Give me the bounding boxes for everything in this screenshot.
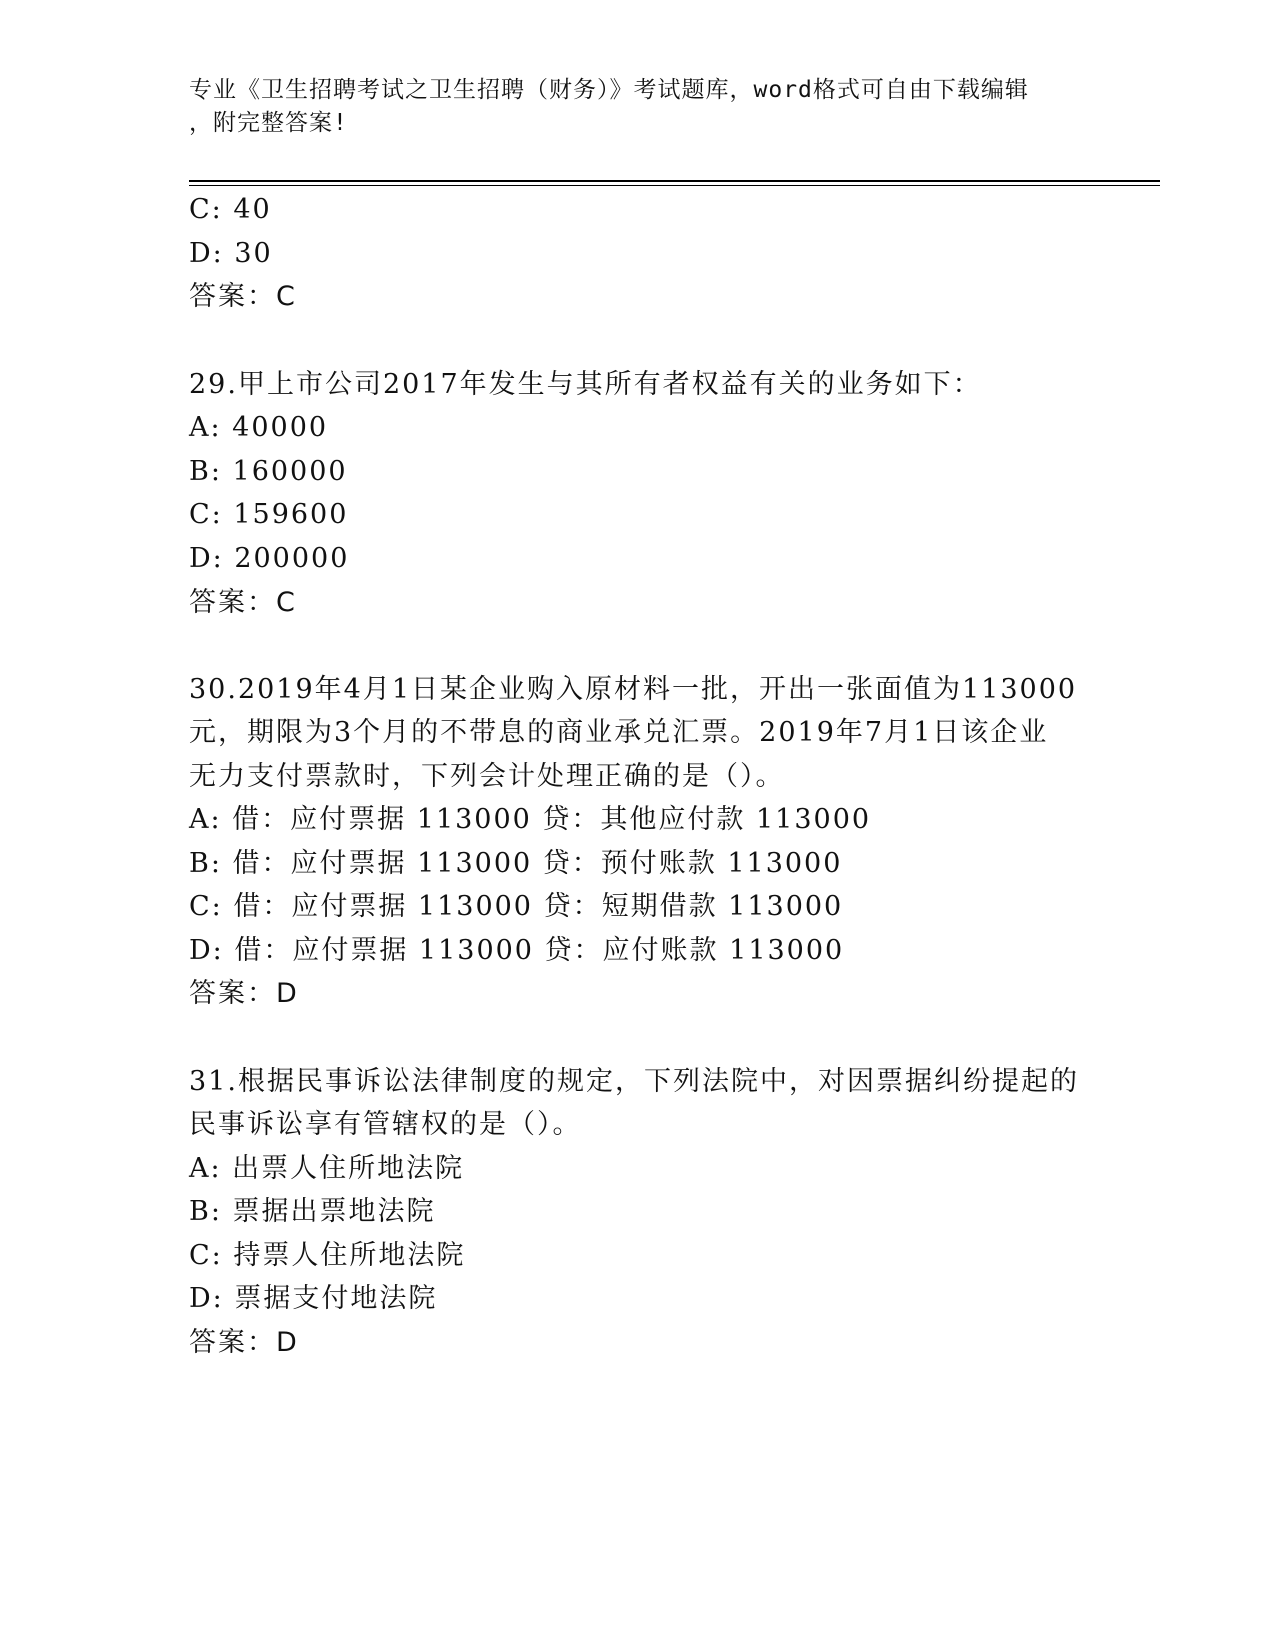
option-c: C: 借：应付票据 113000 贷：短期借款 113000 <box>189 891 844 922</box>
option-a: A: 40000 <box>189 412 329 443</box>
question-stem: 30.2019年4月1日某企业购入原材料一批，开出一张面值为113000 <box>189 674 1078 705</box>
question-stem: 31.根据民事诉讼法律制度的规定，下列法院中，对因票据纠纷提起的 <box>189 1066 1079 1097</box>
option-d: D: 票据支付地法院 <box>189 1283 438 1314</box>
document-header <box>189 74 1089 140</box>
answer: 答案：C <box>189 587 297 618</box>
question-stem: 29.甲上市公司2017年发生与其所有者权益有关的业务如下： <box>189 369 982 400</box>
option-d: D: 30 <box>189 238 273 269</box>
option-b: B: 160000 <box>189 456 348 487</box>
option-c: C: 159600 <box>189 499 349 530</box>
option-a: A: 借：应付票据 113000 贷：其他应付款 113000 <box>189 804 872 835</box>
answer: 答案：C <box>189 281 297 312</box>
question-stem: 元，期限为3个月的不带息的商业承兑汇票。2019年7月1日该企业 <box>189 717 1049 748</box>
option-a: A: 出票人住所地法院 <box>189 1153 465 1184</box>
option-c: C: 40 <box>189 194 272 225</box>
option-d: D: 200000 <box>189 543 350 574</box>
answer: 答案：D <box>189 1327 299 1358</box>
option-d: D: 借：应付票据 113000 贷：应付账款 113000 <box>189 935 845 966</box>
option-b: B: 借：应付票据 113000 贷：预付账款 113000 <box>189 848 843 879</box>
header-divider-thin <box>189 185 1160 186</box>
question-stem: 民事诉讼享有管辖权的是（）。 <box>189 1109 582 1140</box>
header-line-2: ，附完整答案! <box>189 110 348 136</box>
question-stem: 无力支付票款时，下列会计处理正确的是（）。 <box>189 761 785 792</box>
answer: 答案：D <box>189 978 299 1009</box>
header-line-1: 专业《卫生招聘考试之卫生招聘（财务）》考试题库，word格式可自由下载编辑 <box>189 77 1029 103</box>
header-divider-thick <box>189 180 1160 182</box>
option-b: B: 票据出票地法院 <box>189 1196 436 1227</box>
option-c: C: 持票人住所地法院 <box>189 1240 466 1271</box>
